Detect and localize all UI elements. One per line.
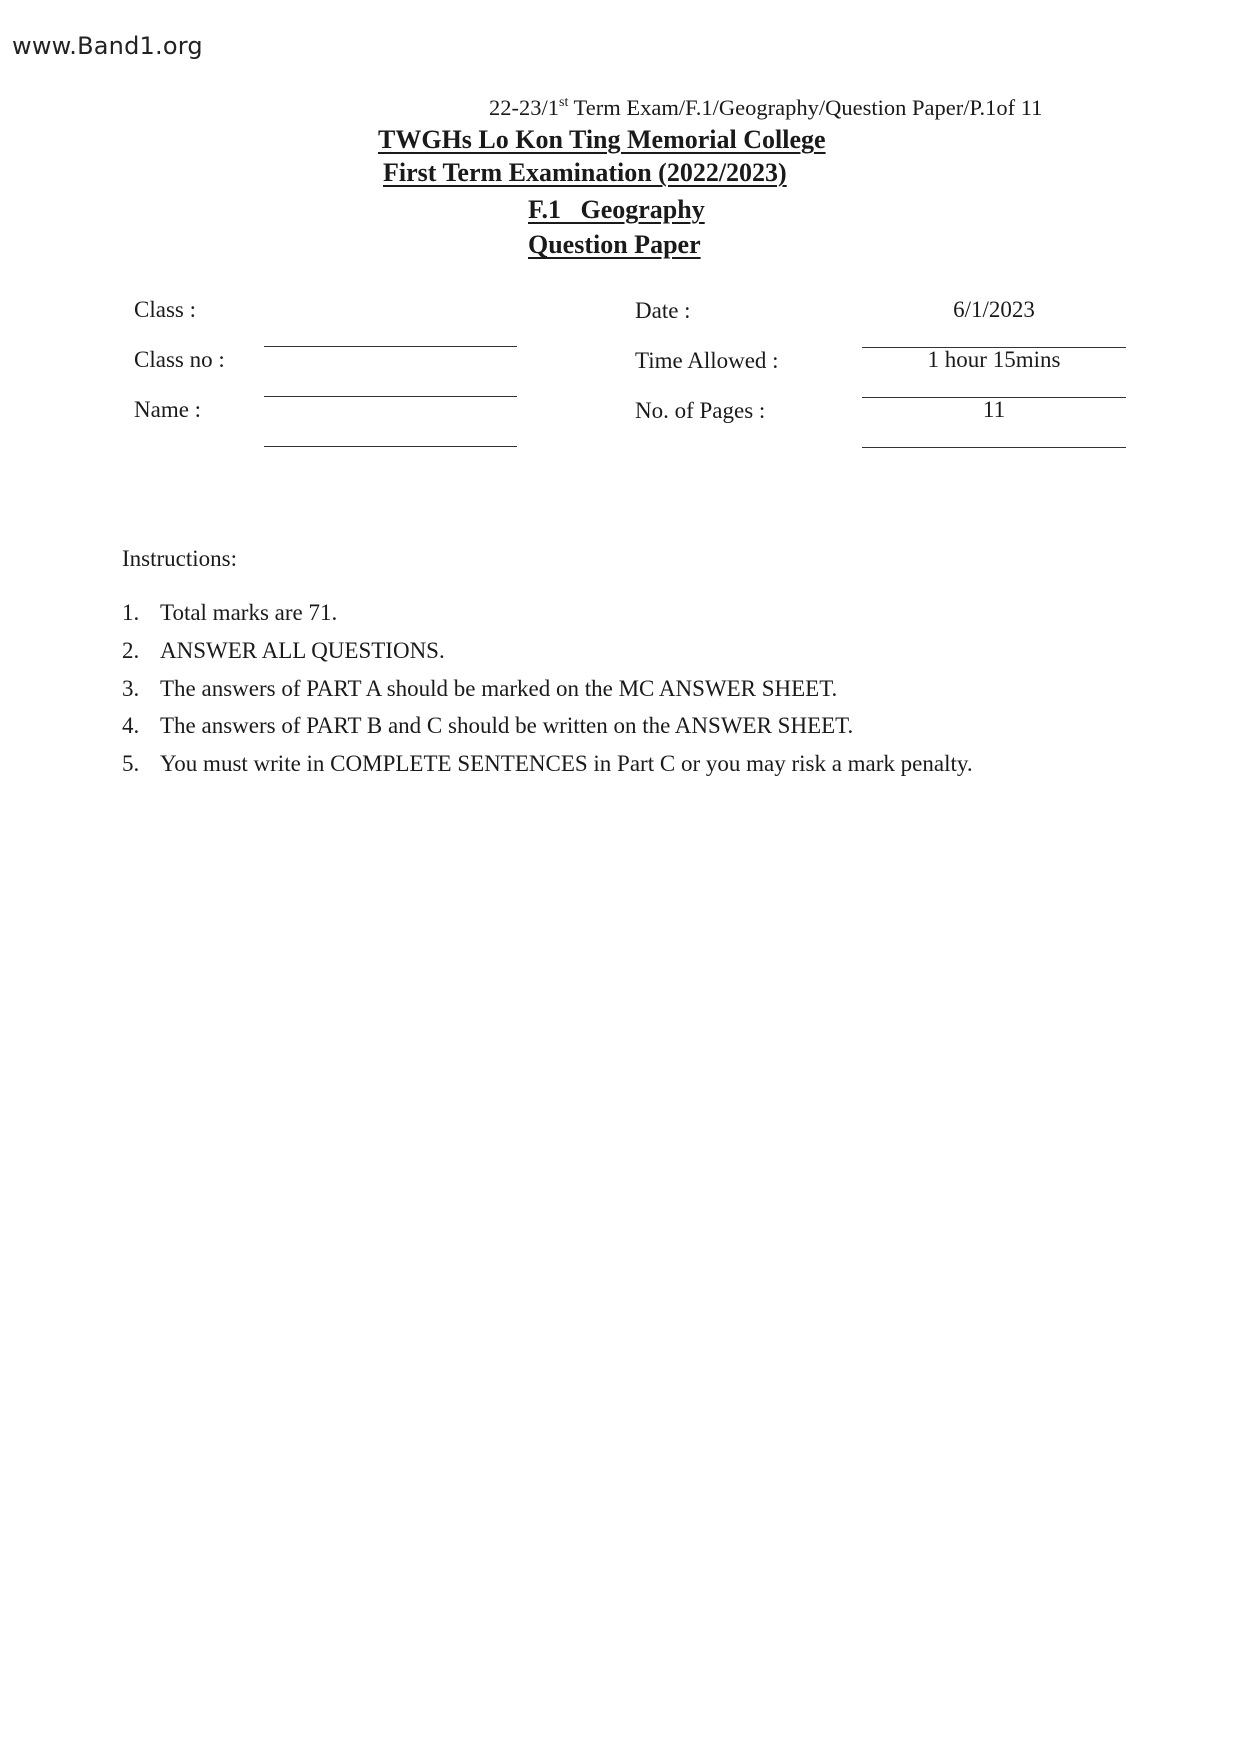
time-allowed-label: Time Allowed : [635,348,779,373]
paper-title: Question Paper [528,230,701,259]
instruction-item [122,600,973,638]
instruction-text: You must write in COMPLETE SENTENCES in Part C or you may risk a mark penalty. [160,751,973,777]
paper-reference [489,95,1042,121]
pages-value: 11 [982,397,1006,422]
instruction-number: 2. [122,637,140,663]
instruction-number: 4. [122,713,140,739]
instruction-number: 3. [122,675,140,701]
date-label: Date : [635,298,691,323]
instruction-item [122,676,973,714]
instruction-text: The answers of PART A should be marked on the MC ANSWER SHEET. [160,675,838,701]
site-watermark: www.Band1.org [12,32,203,60]
instruction-text: ANSWER ALL QUESTIONS. [160,637,445,663]
school-name: TWGHs Lo Kon Ting Memorial College [378,125,826,154]
name-label: Name : [134,397,202,422]
time-allowed-value: 1 hour 15mins [927,347,1061,372]
instruction-number: 5. [122,751,140,777]
date-value: 6/1/2023 [953,297,1035,322]
instructions-list [122,600,973,789]
class-no-label: Class no : [134,347,225,372]
instruction-number: 1. [122,600,140,625]
pages-label: No. of Pages : [635,398,766,423]
instruction-item [122,638,973,676]
class-label: Class : [134,297,196,322]
name-blank-line [264,446,517,447]
paper-reference-prefix: 22-23/1 [489,95,559,120]
instruction-text: Total marks are 71. [160,600,338,625]
instructions-heading: Instructions: [122,546,237,571]
instruction-item [122,713,973,751]
paper-reference-suffix: Term Exam/F.1/Geography/Question Paper/P.1of 11 [568,95,1043,120]
paper-reference-superscript: st [559,95,569,110]
subject-title: F.1 Geography [528,195,705,224]
class-no-blank-line [264,396,517,397]
class-blank-line [264,346,517,347]
instruction-item [122,751,973,789]
instruction-text: The answers of PART B and C should be written on the ANSWER SHEET. [160,713,854,739]
exam-title: First Term Examination (2022/2023) [383,158,787,187]
pages-line [862,447,1126,448]
